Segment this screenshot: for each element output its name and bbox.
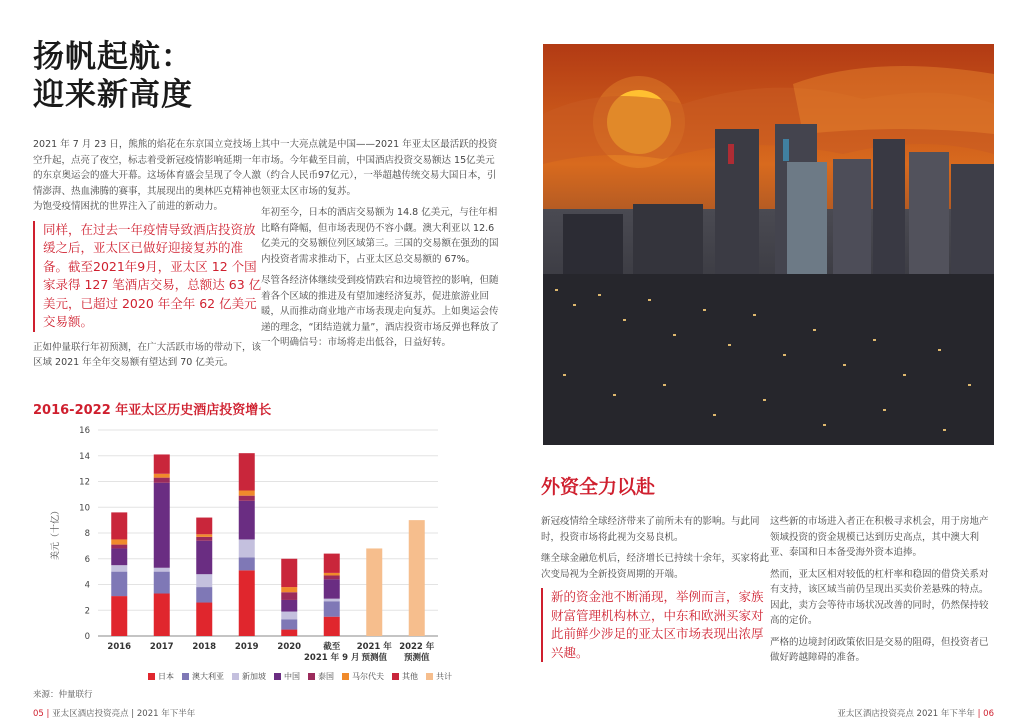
x-tick-label: 截至 xyxy=(323,642,341,652)
legend-label: 日本 xyxy=(158,672,174,681)
x-tick-label: 2018 xyxy=(192,642,217,652)
bar-segment xyxy=(366,548,382,636)
intro-paragraph: 2021 年 7 月 23 日，熊熊的焰花在东京国立竞技场上空升起，点亮了夜空，标志着受新冠疫情影响延期一年的东京奥运会的盛大开幕。这场体育盛会呈现了令人激情澎湃、热血沸腾的赛事，其展现出的奥林匹克精神也为饱受疫情困扰的世界注入了前进的新动力。 xyxy=(33,139,262,212)
column-2 xyxy=(261,137,501,357)
section-title: 外资全力以赴 xyxy=(541,476,656,498)
x-tick-label: 2022 年 xyxy=(399,642,435,652)
y-tick-label: 14 xyxy=(79,451,90,462)
page-number-right: 06 xyxy=(983,709,994,719)
page-number-left: 05 xyxy=(33,709,44,719)
bar-segment xyxy=(409,520,425,636)
legend-label: 澳大利亚 xyxy=(192,672,224,681)
legend-swatch xyxy=(426,673,433,680)
legend-item xyxy=(342,671,384,682)
bar-segment xyxy=(196,574,212,587)
bar-segment xyxy=(196,541,212,574)
legend-item xyxy=(148,671,174,682)
japan-paragraph: 年初至今，日本的酒店交易额为 14.8 亿美元，与往年相比略有降幅，但市场表现仍不容小觑。澳大利亚以 12.6 亿美元的交易额位列区域第三。三国的交易额在强劲的国内投资者需求推动下，占亚太区总交易额的 67%。 xyxy=(261,207,499,265)
bar-segment xyxy=(196,603,212,636)
x-tick-label: 预测值 xyxy=(403,653,430,663)
footer-left-text: 亚太区酒店投资亮点 | 2021 年下半年 xyxy=(52,709,196,719)
legend-item xyxy=(182,671,224,682)
bar-segment xyxy=(196,587,212,602)
bar-segment xyxy=(154,483,170,568)
x-tick-label: 预测值 xyxy=(361,653,388,663)
title-line-1: 扬帆起航： xyxy=(33,39,193,75)
y-tick-label: 4 xyxy=(84,580,90,591)
bar-segment xyxy=(154,454,170,473)
bar-segment xyxy=(239,491,255,496)
page-title xyxy=(33,38,193,114)
column-4 xyxy=(770,514,996,672)
chart-title: 2016-2022 年亚太区历史酒店投资增长 xyxy=(33,403,272,418)
bar-segment xyxy=(154,572,170,594)
chart-legend xyxy=(148,671,452,682)
bar-segment xyxy=(281,630,297,636)
bar-segment xyxy=(239,539,255,557)
forecast-paragraph: 正如仲量联行年初预测，在广大活跃市场的带动下，该区域 2021 年全年交易额有望达到 70 亿美元。 xyxy=(33,341,262,368)
bar-segment xyxy=(324,573,340,576)
y-tick-label: 2 xyxy=(84,606,90,617)
investment-chart xyxy=(33,418,453,668)
bar-segment xyxy=(281,619,297,629)
column-3 xyxy=(541,514,769,662)
bar-segment xyxy=(111,565,127,571)
x-tick-label: 2017 xyxy=(149,642,174,652)
border-paragraph: 严格的边境封闭政策依旧是交易的阻碍，但投资者已做好跨越障碍的准备。 xyxy=(770,636,989,663)
y-tick-label: 8 xyxy=(84,529,90,539)
bar-segment xyxy=(196,518,212,535)
bar-segment xyxy=(281,587,297,592)
legend-label: 泰国 xyxy=(318,672,334,681)
x-tick-label: 2021 年 9 月 xyxy=(304,653,360,663)
bar-segment xyxy=(324,575,340,579)
bar-segment xyxy=(111,596,127,636)
bar-segment xyxy=(324,617,340,636)
bar-segment xyxy=(324,599,340,602)
y-axis-label: 美元（十亿） xyxy=(51,505,61,561)
column-1 xyxy=(33,137,265,377)
y-tick-label: 10 xyxy=(79,503,90,514)
legend-item xyxy=(232,671,266,682)
bar-segment xyxy=(324,554,340,573)
legend-item xyxy=(274,671,300,682)
bar-segment xyxy=(239,570,255,636)
legend-label: 中国 xyxy=(284,672,300,681)
legend-swatch xyxy=(392,673,399,680)
pull-quote-2: 新的资金池不断涌现，举例而言，家族财富管理机构林立，中东和欧洲买家对此前鲜少涉足的亚太区市场表现出浓厚兴趣。 xyxy=(541,588,769,662)
bar-segment xyxy=(281,600,297,612)
legend-label: 其他 xyxy=(402,672,418,681)
footer-left: 05 | 亚太区酒店投资亮点 | 2021 年下半年 xyxy=(33,709,196,719)
x-tick-label: 2020 xyxy=(277,642,302,652)
legend-swatch xyxy=(342,673,349,680)
bar-segment xyxy=(111,545,127,549)
bar-segment xyxy=(154,594,170,636)
bar-segment xyxy=(154,474,170,478)
legend-label: 新加坡 xyxy=(242,672,266,681)
bar-segment xyxy=(239,501,255,540)
y-tick-label: 16 xyxy=(79,426,90,436)
y-tick-label: 12 xyxy=(79,477,90,488)
legend-swatch xyxy=(274,673,281,680)
y-tick-label: 6 xyxy=(84,554,90,565)
legend-item xyxy=(308,671,334,682)
legend-swatch xyxy=(182,673,189,680)
legend-label: 共计 xyxy=(436,672,452,681)
bar-segment xyxy=(196,534,212,537)
legend-label: 马尔代夫 xyxy=(352,672,384,681)
legend-item xyxy=(426,671,452,682)
pricing-paragraph: 然而，亚太区相对较低的杠杆率和稳固的借贷关系对有支持，该区域当前仍呈现出买卖价差悬殊的特点。因此，卖方会等待市场状况改善的同时，仍然保持较高的定价。 xyxy=(770,568,989,626)
covid-paragraph: 新冠疫情给全球经济带来了前所未有的影响。与此同时，投资市场将此视为交易良机。 xyxy=(541,516,760,543)
legend-swatch xyxy=(232,673,239,680)
bar-segment xyxy=(111,512,127,539)
x-tick-label: 2019 xyxy=(234,642,259,652)
tokyo-skyline-photo xyxy=(543,44,994,445)
pull-quote-1: 同样，在过去一年疫情导致酒店投资放缓之后，亚太区已做好迎接复苏的准备。截至2021年9月，亚太区 12 个国家录得 127 笔酒店交易，总额达 63 亿美元，已超过 2020 年全年 62 亿美元交易额。 xyxy=(33,221,265,332)
bar-segment xyxy=(239,496,255,501)
legend-swatch xyxy=(148,673,155,680)
bar-segment xyxy=(281,559,297,587)
x-tick-label: 2021 年 xyxy=(356,642,392,652)
cycle-paragraph: 继全球金融危机后，经济增长已持续十余年，买家将此次变局视为全新投资周期的开端。 xyxy=(541,553,770,580)
bar-segment xyxy=(154,478,170,483)
bar-segment xyxy=(239,453,255,490)
bar-segment xyxy=(111,539,127,544)
bar-segment xyxy=(154,568,170,572)
chart-source: 来源：仲量联行 xyxy=(33,690,93,700)
bar-segment xyxy=(196,537,212,541)
bar-segment xyxy=(281,612,297,620)
bar-segment xyxy=(324,601,340,616)
bar-segment xyxy=(281,592,297,600)
new-entrants-paragraph: 这些新的市场进入者正在积极寻求机会，用于房地产领域投资的资金规模已达到历史高点，其中澳大利亚、泰国和日本备受海外资本追捧。 xyxy=(770,516,989,558)
bar-segment xyxy=(111,548,127,565)
legend-item xyxy=(392,671,418,682)
bar-segment xyxy=(324,579,340,598)
footer-right-text: 亚太区酒店投资亮点 2021 年下半年 xyxy=(837,709,975,719)
legend-swatch xyxy=(308,673,315,680)
china-paragraph: 其中一大亮点就是中国——2021 年亚太区最活跃的投资市场。今年截至目前，中国酒店投资交易额达 15亿美元（约合人民币97亿元），一举超越传统交易大国日本，引领亚太区市场的复苏。 xyxy=(261,139,498,197)
chart-svg xyxy=(33,418,453,668)
title-line-2: 迎来新高度 xyxy=(33,77,193,113)
x-tick-label: 2016 xyxy=(107,642,132,652)
bar-segment xyxy=(111,572,127,596)
bar-segment xyxy=(239,557,255,570)
y-tick-label: 0 xyxy=(84,632,90,642)
footer-right: 亚太区酒店投资亮点 2021 年下半年 | 06 xyxy=(837,709,994,719)
recovery-paragraph: 尽管各经济体继续受到疫情跌宕和边境管控的影响，但随着各个区域的推进及有望加速经济复苏，促进旅游业回暖，从而推动商业地产市场表现走向复苏。上如奥运会传递的理念，“团结造就力量”，酒店投资市场反弹也释放了一个明确信号：市场将走出低谷，日益好转。 xyxy=(261,275,499,348)
